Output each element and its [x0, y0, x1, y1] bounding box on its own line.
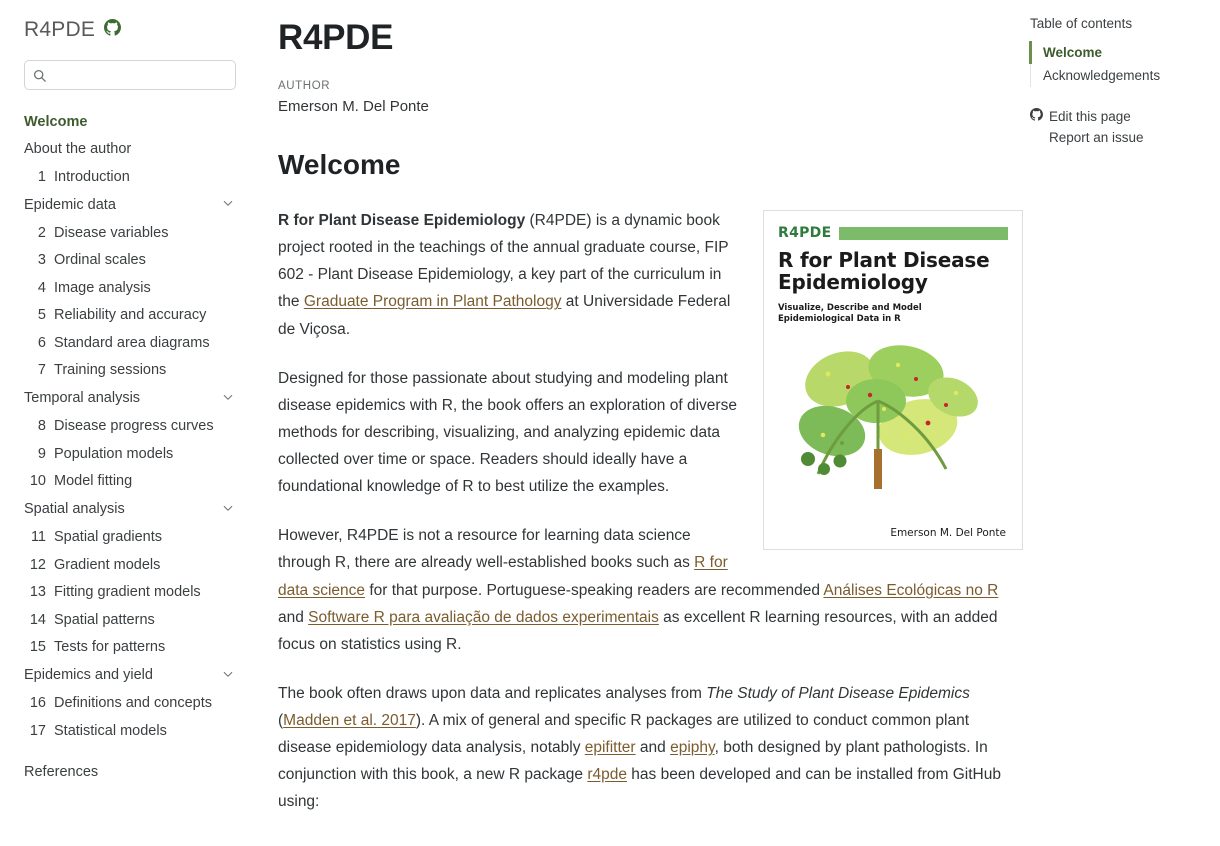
sidebar-item-number: 2	[37, 224, 46, 241]
brand-title: R4PDE	[24, 18, 96, 41]
sidebar-item-label: Spatial patterns	[54, 611, 155, 628]
chevron-down-icon[interactable]	[222, 502, 236, 518]
article-body	[278, 207, 1023, 816]
sidebar-item-label: Ordinal scales	[54, 252, 146, 268]
p4-text-6: has been developed and can be installed from GitHub using:	[278, 766, 1001, 811]
cover-subtitle-line-1: Visualize, Describe and Model	[778, 302, 922, 313]
author-name: Emerson M. Del Ponte	[278, 98, 429, 115]
sidebar-item-label: Spatial analysis	[24, 501, 125, 517]
sidebar-item-tests-for-patterns[interactable]	[24, 634, 236, 662]
sidebar-item-disease-variables[interactable]	[24, 219, 236, 247]
sidebar-item-number: 5	[37, 307, 46, 323]
p4-text-5: , both designed by plant pathologists. In conjunction with this book, a new R package	[278, 739, 988, 784]
sidebar-item-ordinal-scales[interactable]	[24, 247, 236, 275]
sidebar-item-introduction[interactable]	[24, 163, 236, 191]
sidebar-item-statistical-models[interactable]	[24, 717, 236, 745]
sidebar-nav	[24, 108, 236, 786]
sidebar-item-label: Epidemic data	[24, 196, 116, 213]
sidebar-item-label: Spatial gradients	[54, 529, 163, 545]
link-r-for-data-science[interactable]: R for data science	[278, 554, 728, 599]
report-an-issue-label: Report an issue	[1049, 130, 1144, 145]
sidebar-item-standard-area-diagrams[interactable]	[24, 329, 236, 357]
sidebar-item-number: 9	[37, 445, 46, 462]
sidebar-item-number: 16	[29, 695, 46, 711]
toc-actions	[1030, 105, 1206, 148]
sidebar-item-label: Fitting gradient models	[54, 584, 201, 600]
sidebar-item-number: 1	[37, 168, 46, 185]
sidebar-item-label: Tests for patterns	[54, 639, 166, 655]
sidebar-item-disease-progress-curves[interactable]	[24, 413, 236, 441]
sidebar-item-number: 8	[37, 418, 46, 434]
sidebar-item-number: 4	[37, 279, 46, 296]
p1-text-2: at Universidade Federal de Viçosa.	[278, 293, 731, 338]
toc-list	[1030, 41, 1206, 87]
link-graduate-program[interactable]: Graduate Program in Plant Pathology	[303, 293, 562, 311]
p4-text-4: and	[635, 739, 671, 757]
cover-subtitle-line-2: Epidemiological Data in R	[778, 314, 901, 325]
sidebar-item-number: 10	[29, 473, 46, 489]
sidebar-item-label: Gradient models	[54, 556, 161, 573]
page-title: R4PDE	[278, 18, 394, 57]
sidebar-item-fitting-gradient-models[interactable]	[24, 579, 236, 607]
sidebar-item-population-models[interactable]	[24, 440, 236, 468]
sidebar-item-reliability-and-accuracy[interactable]	[24, 302, 236, 330]
sidebar-item-label: Disease variables	[54, 224, 169, 241]
sidebar-item-training-sessions[interactable]	[24, 357, 236, 385]
sidebar-item-label: Introduction	[54, 168, 130, 185]
p3-text-4: as excellent R learning resources, with an added focus on statistics using R.	[278, 608, 998, 653]
cover-green-bar	[839, 227, 1008, 240]
sidebar-item-image-analysis[interactable]	[24, 274, 236, 302]
edit-this-page-label: Edit this page	[1049, 108, 1131, 124]
sidebar-item-number: 7	[37, 362, 46, 378]
section-title: Welcome	[278, 149, 401, 180]
report-an-issue-link[interactable]	[1030, 127, 1206, 148]
sidebar-item-references[interactable]	[24, 759, 236, 787]
sidebar-item-label: Model fitting	[54, 473, 133, 489]
sidebar-item-number: 13	[29, 584, 46, 600]
paragraph-4	[278, 680, 1023, 816]
search-box[interactable]	[24, 60, 236, 90]
p3-text-2: for that purpose. Portuguese-speaking readers are recommended	[365, 581, 824, 599]
cover-brand: R4PDE	[778, 225, 832, 241]
sidebar-item-label: Statistical models	[54, 722, 167, 739]
sidebar-item-label: Temporal analysis	[24, 390, 141, 406]
table-of-contents	[1020, 0, 1220, 846]
link-r4pde[interactable]: r4pde	[587, 766, 627, 784]
chevron-down-icon[interactable]	[222, 668, 236, 684]
link-madden-et-al-2017[interactable]: Madden et al. 2017	[283, 712, 416, 729]
toc-item-acknowledgements[interactable]: Acknowledgements	[1043, 68, 1161, 83]
sidebar-item-gradient-models[interactable]	[24, 551, 236, 579]
cover-heading: R for Plant Disease Epidemiology	[778, 248, 990, 295]
brand[interactable]	[24, 18, 236, 42]
sidebar-item-label: Welcome	[24, 113, 88, 130]
book-cover	[763, 210, 1023, 550]
sidebar-item-spatial-analysis[interactable]	[24, 495, 236, 524]
sidebar-item-definitions-and-concepts[interactable]	[24, 690, 236, 718]
search-input[interactable]	[46, 67, 230, 84]
sidebar-item-label: Standard area diagrams	[54, 334, 210, 351]
sidebar-item-label: References	[24, 764, 99, 780]
main-content	[260, 0, 1020, 846]
p3-text-1: However, R4PDE is not a resource for learning data science through R, there are already well-established books such as	[278, 527, 695, 572]
p3-text-3: and	[278, 608, 309, 626]
sidebar-item-temporal-analysis[interactable]	[24, 384, 236, 413]
p1-bold-lead: R for Plant Disease Epidemiology	[278, 212, 526, 229]
sidebar-item-label: Population models	[54, 445, 174, 462]
search-icon	[33, 69, 46, 82]
toc-item-welcome[interactable]: Welcome	[1029, 41, 1206, 64]
sidebar-item-model-fitting[interactable]	[24, 468, 236, 496]
sidebar-item-number: 6	[37, 334, 46, 351]
p4-italic-title: The Study of Plant Disease Epidemics	[706, 684, 970, 702]
p1-text-1: (R4PDE) is a dynamic book project rooted in the teachings of the annual graduate course, FIP 602 - Plant Disease Epidemiology, a key part of the curriculum in the	[278, 212, 729, 311]
sidebar-item-label: Definitions and concepts	[54, 695, 212, 711]
chevron-down-icon[interactable]	[222, 197, 236, 213]
p4-text-3: ). A mix of general and specific R packages are utilized to conduct common plant disease epidemiology data analysis, notably	[278, 712, 970, 757]
link-software-r-para-avaliacao[interactable]: Software R para avaliação de dados experimentais	[308, 608, 659, 626]
sidebar-item-label: Training sessions	[54, 362, 167, 378]
sidebar-item-number: 14	[29, 611, 46, 628]
sidebar-item-epidemic-data[interactable]	[24, 191, 236, 220]
link-epifitter[interactable]: epifitter	[584, 739, 636, 757]
sidebar-item-label: Reliability and accuracy	[54, 307, 207, 323]
sidebar-item-label: Epidemics and yield	[24, 667, 153, 683]
sidebar-item-number: 15	[29, 639, 46, 655]
link-epiphy[interactable]: epiphy	[670, 739, 715, 757]
sidebar-item-about-the-author[interactable]	[24, 136, 236, 164]
sidebar-item-label: Image analysis	[54, 279, 151, 296]
sidebar	[0, 0, 260, 846]
toc-title: Table of contents	[1030, 16, 1133, 31]
github-icon	[1030, 108, 1043, 124]
sidebar-item-spatial-gradients[interactable]	[24, 524, 236, 552]
sidebar-item-number: 3	[37, 252, 46, 268]
author-label: AUTHOR	[278, 80, 331, 92]
p4-text-2: (	[278, 712, 284, 729]
chevron-down-icon[interactable]	[222, 391, 236, 407]
sidebar-item-label: About the author	[24, 141, 132, 157]
sidebar-item-label: Disease progress curves	[54, 418, 214, 434]
sidebar-item-epidemics-and-yield[interactable]	[24, 661, 236, 690]
edit-this-page-link[interactable]	[1030, 105, 1206, 127]
sidebar-item-number: 12	[29, 556, 46, 573]
paragraph-2: Designed for those passionate about studying and modeling plant disease epidemics with R, the book offers an exploration of diverse methods for describing, visualizing, and analyzing epidemic data collected over time or space. Readers should ideally have a foundational knowledge of R to best utilize the examples.	[278, 369, 737, 496]
diseased-leaf-illustration-icon	[778, 339, 1008, 499]
sidebar-item-number: 11	[30, 529, 46, 545]
cover-author: Emerson M. Del Ponte	[890, 527, 1006, 539]
sidebar-item-number: 17	[29, 722, 46, 739]
link-analises-ecologicas[interactable]: Análises Ecológicas no R	[823, 581, 999, 599]
github-icon[interactable]	[104, 19, 121, 41]
sidebar-item-welcome[interactable]	[24, 108, 236, 136]
p4-text-1: The book often draws upon data and replicates analyses from	[278, 684, 707, 702]
sidebar-item-spatial-patterns[interactable]	[24, 606, 236, 634]
